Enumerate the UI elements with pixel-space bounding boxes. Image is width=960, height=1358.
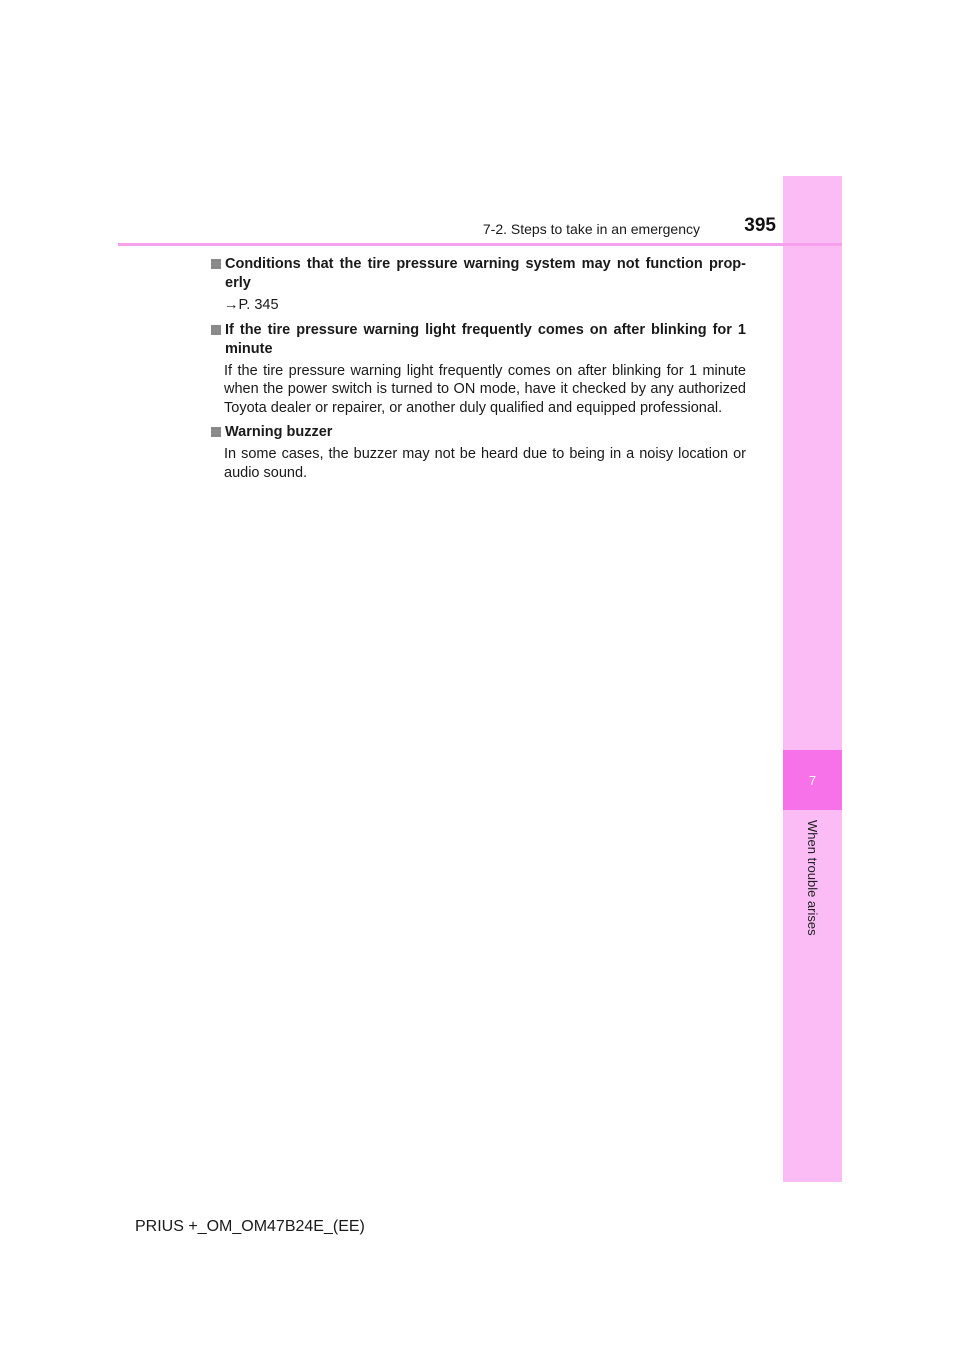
item-heading xyxy=(211,423,746,442)
chapter-title-tab xyxy=(783,820,842,960)
square-bullet-icon xyxy=(211,427,221,437)
list-item xyxy=(211,255,746,315)
page-reference: →P. 345 xyxy=(224,297,279,313)
chapter-title: When trouble arises xyxy=(805,820,820,936)
list-item xyxy=(211,423,746,482)
item-body: In some cases, the buzzer may not be heard due to being in a noisy location or audio sound. xyxy=(224,446,746,481)
item-body: If the tire pressure warning light frequently comes on after blinking for 1 minute when the power switch is turned to ON mode, have it checked by any authorized Toyota dealer or repairer, or another duly qualified and equipped professional. xyxy=(224,362,746,416)
item-heading-text: Warning buzzer xyxy=(225,424,333,440)
item-heading-text: Conditions that the tire pressure warning system may not function prop-erly xyxy=(225,256,746,291)
square-bullet-icon xyxy=(211,259,221,269)
chapter-number: 7 xyxy=(808,772,817,788)
document-code: PRIUS +_OM_OM47B24E_(EE) xyxy=(135,1218,365,1235)
list-item xyxy=(211,321,746,418)
side-tab-background xyxy=(783,176,842,1182)
item-heading xyxy=(211,321,746,359)
chapter-number-tab xyxy=(783,750,842,810)
square-bullet-icon xyxy=(211,325,221,335)
item-heading xyxy=(211,255,746,293)
content-body xyxy=(211,255,746,488)
section-title: 7-2. Steps to take in an emergency xyxy=(482,221,700,237)
item-heading-text: If the tire pressure warning light frequently comes on after blinking for 1 minute xyxy=(225,321,746,357)
header-rule xyxy=(118,243,842,246)
page-number: 395 xyxy=(744,215,776,236)
